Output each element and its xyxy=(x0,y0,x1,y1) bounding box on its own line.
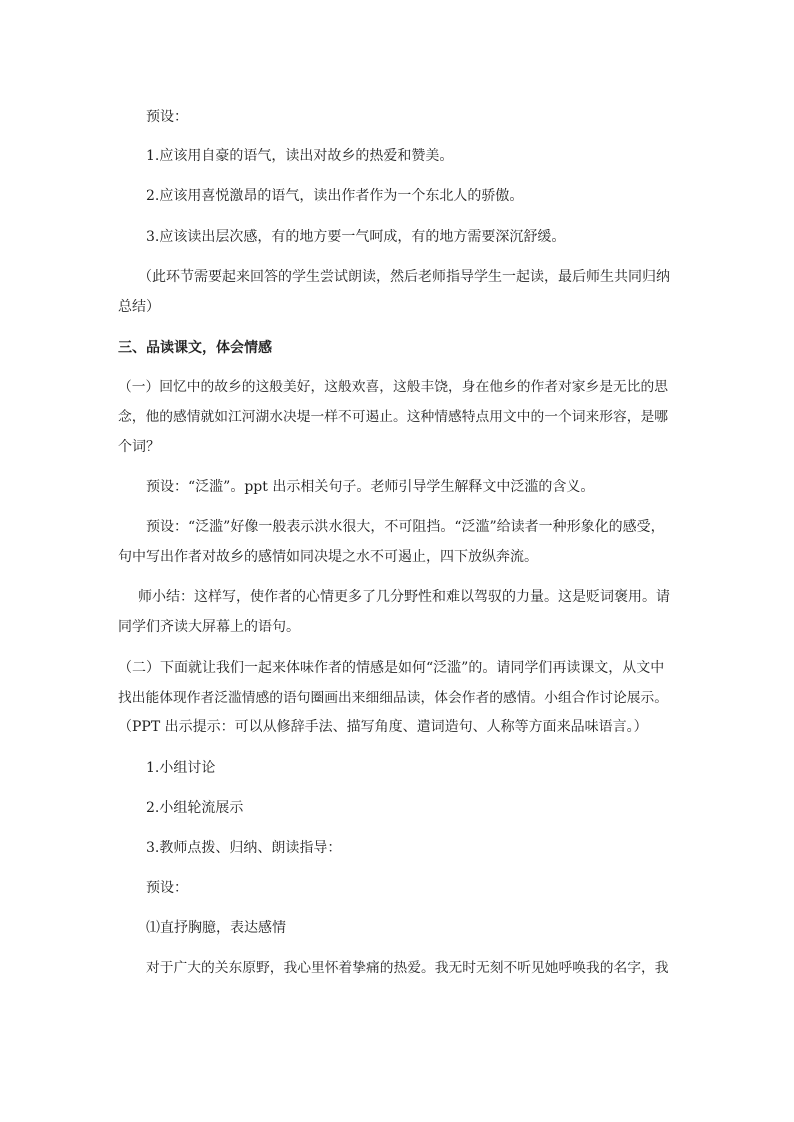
question-1-line-3: 个词？ xyxy=(118,439,160,455)
section-heading-3: 三、品读课文，体会情感 xyxy=(118,340,272,356)
sub-point-1: ⑴直抒胸臆，表达感情 xyxy=(146,920,286,936)
step-1: 1.小组讨论 xyxy=(146,760,216,776)
question-2-line-1: （二）下面就让我们一起来体味作者的情感是如何“泛滥”的。请同学们再读课文，从文中 xyxy=(118,660,665,676)
question-2-line-2: 找出能体现作者泛滥情感的语句圈画出来细细品读，体会作者的感情。小组合作讨论展示。 xyxy=(118,690,669,706)
step-3: 3.教师点拨、归纳、朗读指导： xyxy=(146,840,342,856)
reading-point-1: 1.应该用自豪的语气，读出对故乡的热爱和赞美。 xyxy=(146,148,454,164)
reading-point-3: 3.应该读出层次感，有的地方要一气呵成，有的地方需要深沉舒缓。 xyxy=(146,229,566,245)
question-1-line-2: 念，他的感情就如江河湖水决堤一样不可遏止。这种情感特点用文中的一个词来形容，是哪 xyxy=(118,409,669,425)
note-line-2: 总结） xyxy=(118,299,160,315)
preset-explain-line-1: 预设：“泛滥”好像一般表示洪水很大，不可阻挡。“泛滥”给读者一种形象化的感受， xyxy=(146,519,665,535)
question-2-hint: （PPT 出示提示：可以从修辞手法、描写角度、遣词造句、人称等方面来品味语言。） xyxy=(118,719,648,735)
preset-label-1: 预设： xyxy=(146,109,188,125)
reading-point-2: 2.应该用喜悦激昂的语气，读出作者作为一个东北人的骄傲。 xyxy=(146,188,524,204)
quote-line-1: 对于广大的关东原野，我心里怀着挚痛的热爱。我无时无刻不听见她呼唤我的名字，我 xyxy=(146,960,669,976)
question-1-line-1: （一）回忆中的故乡的这般美好，这般欢喜，这般丰饶，身在他乡的作者对家乡是无比的思 xyxy=(118,379,669,395)
preset-fanlan: 预设：“泛滥”。ppt 出示相关句子。老师引导学生解释文中泛滥的含义。 xyxy=(146,479,595,495)
step-2: 2.小组轮流展示 xyxy=(146,800,244,816)
note-line-1: （此环节需要起来回答的学生尝试朗读，然后老师指导学生一起读，最后师生共同归纳 xyxy=(138,269,670,285)
preset-explain-line-2: 句中写出作者对故乡的感情如同决堤之水不可遏止，四下放纵奔流。 xyxy=(118,549,538,565)
summary-line-1: 师小结：这样写，使作者的心情更多了几分野性和难以驾驭的力量。这是贬词褒用。请 xyxy=(138,589,670,605)
preset-label-2: 预设： xyxy=(146,880,188,896)
summary-line-2: 同学们齐读大屏幕上的语句。 xyxy=(118,619,300,635)
